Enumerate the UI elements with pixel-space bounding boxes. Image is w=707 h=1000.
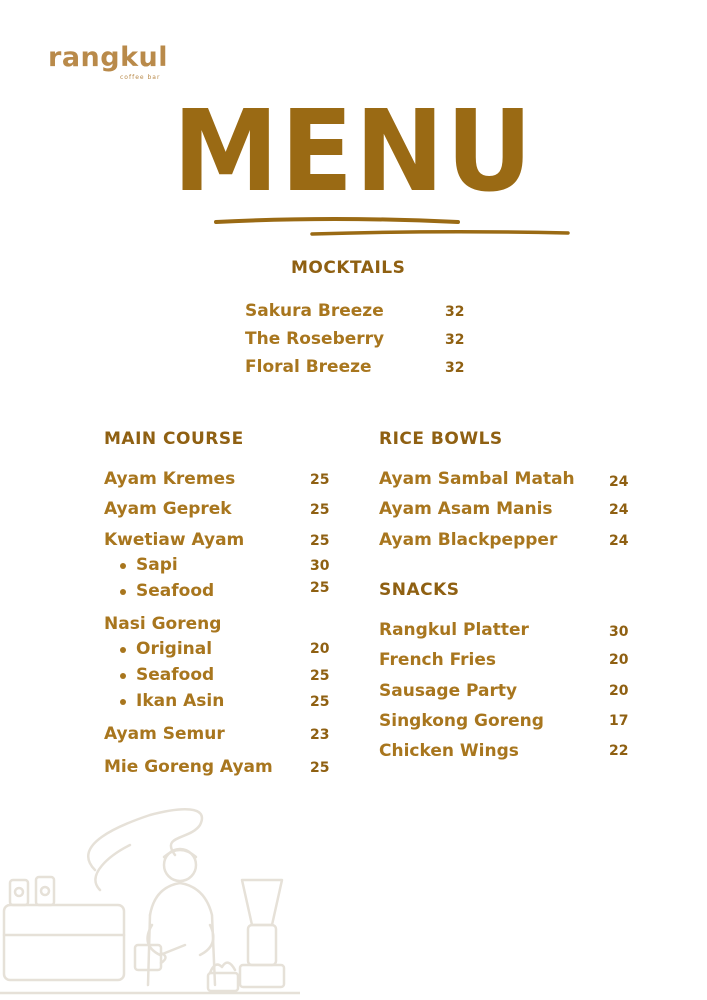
list-item: Rangkul Platter bbox=[379, 620, 529, 640]
brand-logo bbox=[48, 42, 169, 81]
section-heading-rice-bowls: RICE BOWLS bbox=[379, 429, 503, 449]
list-item: Nasi Goreng bbox=[104, 614, 222, 634]
section-heading-mocktails: MOCKTAILS bbox=[291, 258, 406, 278]
list-item: Ayam Blackpepper bbox=[379, 530, 558, 550]
item-price: 23 bbox=[310, 727, 330, 743]
list-item: Floral Breeze bbox=[245, 357, 372, 377]
list-item: Mie Goreng Ayam bbox=[104, 757, 273, 777]
list-item: Ayam Semur bbox=[104, 724, 225, 744]
list-item: Singkong Goreng bbox=[379, 711, 544, 731]
brand-tagline: coffee bar bbox=[120, 74, 161, 81]
item-price: 25 bbox=[310, 533, 330, 549]
bullet-icon bbox=[120, 699, 126, 705]
list-item: Chicken Wings bbox=[379, 741, 519, 761]
list-item: Ayam Kremes bbox=[104, 469, 236, 489]
item-price: 25 bbox=[310, 472, 330, 488]
list-item: Sausage Party bbox=[379, 681, 518, 701]
item-price: 20 bbox=[609, 683, 629, 699]
list-item: Ayam Asam Manis bbox=[379, 499, 553, 519]
list-item: Ayam Geprek bbox=[104, 499, 232, 519]
list-item: French Fries bbox=[379, 650, 497, 670]
bullet-icon bbox=[120, 563, 126, 569]
item-price: 24 bbox=[609, 502, 629, 518]
item-price: 24 bbox=[609, 533, 629, 549]
item-price: 20 bbox=[609, 652, 629, 668]
list-item: Seafood bbox=[136, 665, 215, 685]
item-price: 32 bbox=[445, 304, 465, 320]
item-price: 22 bbox=[609, 743, 629, 759]
title-underline bbox=[212, 212, 572, 240]
section-heading-snacks: SNACKS bbox=[379, 580, 460, 600]
item-price: 25 bbox=[310, 760, 330, 776]
list-item: Ayam Sambal Matah bbox=[379, 469, 575, 489]
item-price: 20 bbox=[310, 641, 330, 657]
brand-name: rangkul bbox=[48, 42, 169, 73]
item-price: 17 bbox=[609, 713, 629, 729]
list-item: Sakura Breeze bbox=[245, 301, 384, 321]
bullet-icon bbox=[120, 673, 126, 679]
item-price: 30 bbox=[310, 558, 330, 574]
bullet-icon bbox=[120, 647, 126, 653]
item-price: 24 bbox=[609, 474, 629, 490]
page-title: MENU bbox=[172, 87, 535, 217]
item-price: 32 bbox=[445, 360, 465, 376]
item-price: 32 bbox=[445, 332, 465, 348]
list-item: Original bbox=[136, 639, 213, 659]
item-price: 30 bbox=[609, 624, 629, 640]
list-item: The Roseberry bbox=[245, 329, 385, 349]
item-price: 25 bbox=[310, 502, 330, 518]
list-item: Ikan Asin bbox=[136, 691, 225, 711]
item-price: 25 bbox=[310, 694, 330, 710]
section-heading-main-course: MAIN COURSE bbox=[104, 429, 244, 449]
list-item: Sapi bbox=[136, 555, 178, 575]
list-item: Kwetiaw Ayam bbox=[104, 530, 245, 550]
barista-illustration bbox=[0, 795, 300, 1000]
item-price: 25 bbox=[310, 580, 330, 596]
list-item: Seafood bbox=[136, 581, 215, 601]
item-price: 25 bbox=[310, 668, 330, 684]
bullet-icon bbox=[120, 589, 126, 595]
